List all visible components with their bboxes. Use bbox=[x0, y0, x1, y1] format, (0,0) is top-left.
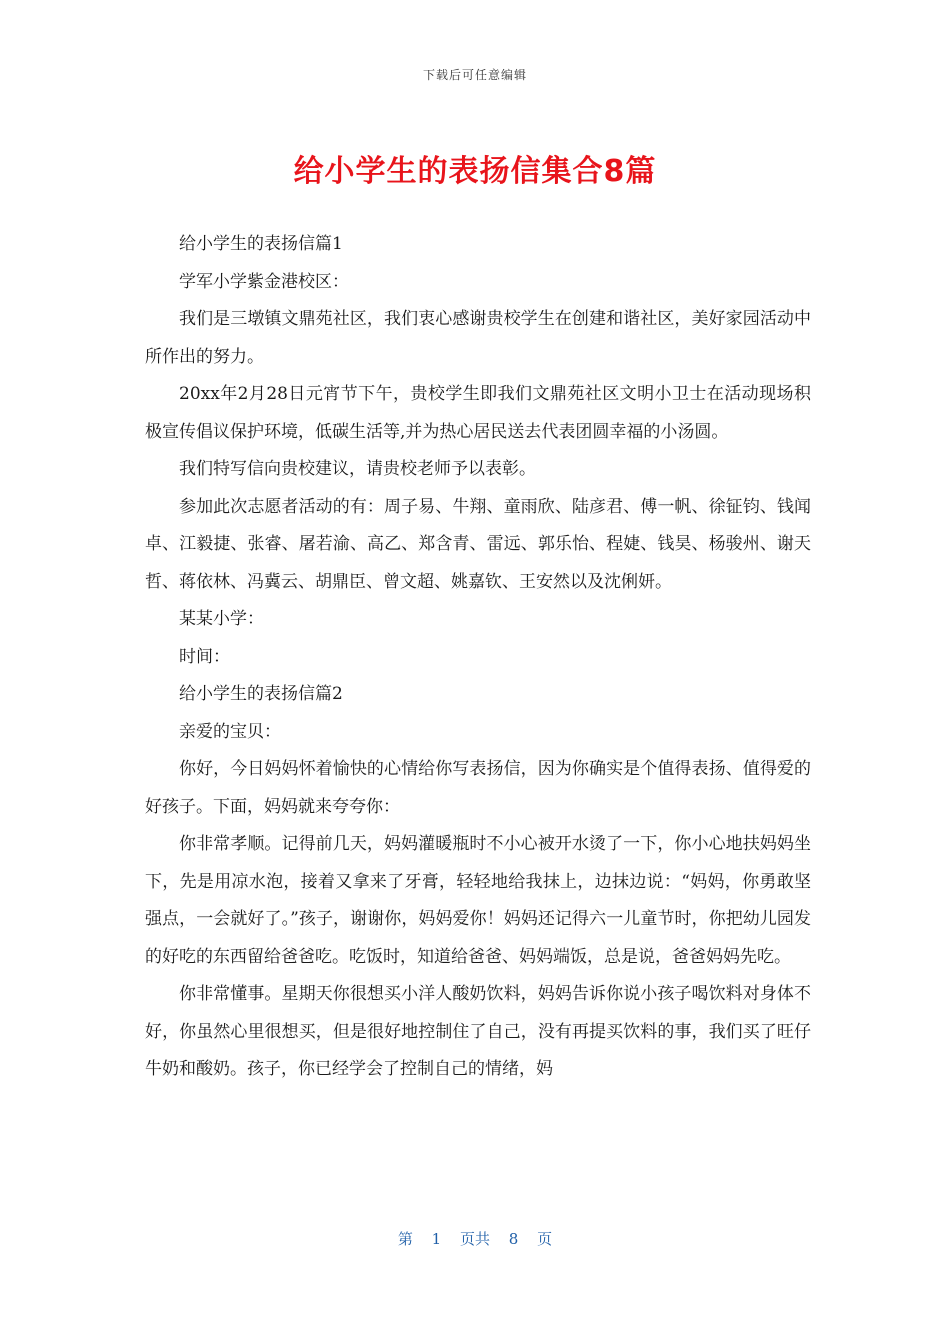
footer-page-number: 1 bbox=[431, 1230, 442, 1248]
salutation: 学军小学紫金港校区： bbox=[179, 271, 349, 292]
signature-school: 某某小学： bbox=[179, 609, 264, 629]
section-heading-2: 给小学生的表扬信篇2 bbox=[179, 684, 343, 704]
paragraph: 20xx年2月28日元宵节下午，贵校学生即我们文鼎苑社区文明小卫士在活动现场积极宣传倡议保护环境，低碳生活等,并为热心居民送去代表团圆幸福的小汤圆。 bbox=[145, 384, 811, 442]
volunteer-list: 参加此次志愿者活动的有：周子易、牛翔、童雨欣、陆彦君、傅一帆、徐钲钧、钱闻卓、江毅捷、张睿、屠若渝、高乙、郑含青、雷远、郭乐怡、程婕、钱昊、杨骏州、谢天哲、蒋依林、冯冀云、胡鼎臣、曾文超、姚嘉钦、王安然以及沈俐妍。 bbox=[145, 496, 811, 592]
footer-di: 第 bbox=[397, 1230, 413, 1248]
document-title: 给小学生的表扬信集合8篇 bbox=[293, 154, 657, 189]
paragraph: 我们特写信向贵校建议，请贵校老师予以表彰。 bbox=[179, 459, 536, 479]
document-body bbox=[145, 226, 811, 1089]
paragraph: 你好，今日妈妈怀着愉快的心情给你写表扬信，因为你确实是个值得表扬、值得爱的好孩子。下面，妈妈就来夸夸你： bbox=[145, 759, 811, 817]
paragraph: 你非常孝顺。记得前几天，妈妈灌暖瓶时不小心被开水烫了一下，你小心地扶妈妈坐下，先是用凉水泡，接着又拿来了牙膏，轻轻地给我抹上，边抹边说：“妈妈，你勇敢坚强点，一会就好了。”孩子，谢谢你，妈妈爱你！妈妈还记得六一儿童节时，你把幼儿园发的好吃的东西留给爸爸吃。吃饭时，知道给爸爸、妈妈端饭，总是说，爸爸妈妈先吃。 bbox=[145, 834, 811, 967]
salutation: 亲爱的宝贝： bbox=[179, 721, 281, 742]
page-footer bbox=[0, 1228, 950, 1249]
paragraph: 我们是三墩镇文鼎苑社区，我们衷心感谢贵校学生在创建和谐社区，美好家园活动中所作出的努力。 bbox=[145, 309, 811, 367]
header-note: 下载后可任意编辑 bbox=[422, 68, 527, 82]
section-heading-1: 给小学生的表扬信篇1 bbox=[179, 234, 343, 254]
signature-date: 时间： bbox=[179, 646, 230, 667]
footer-total-pages: 8 bbox=[508, 1230, 519, 1248]
paragraph: 你非常懂事。星期天你很想买小洋人酸奶饮料，妈妈告诉你说小孩子喝饮料对身体不好，你虽然心里很想买，但是很好地控制住了自己，没有再提买饮料的事，我们买了旺仔牛奶和酸奶。孩子，你已经学会了控制自己的情绪，妈 bbox=[145, 984, 811, 1079]
footer-ye-gong: 页共 bbox=[459, 1230, 490, 1248]
footer-ye: 页 bbox=[537, 1230, 553, 1248]
